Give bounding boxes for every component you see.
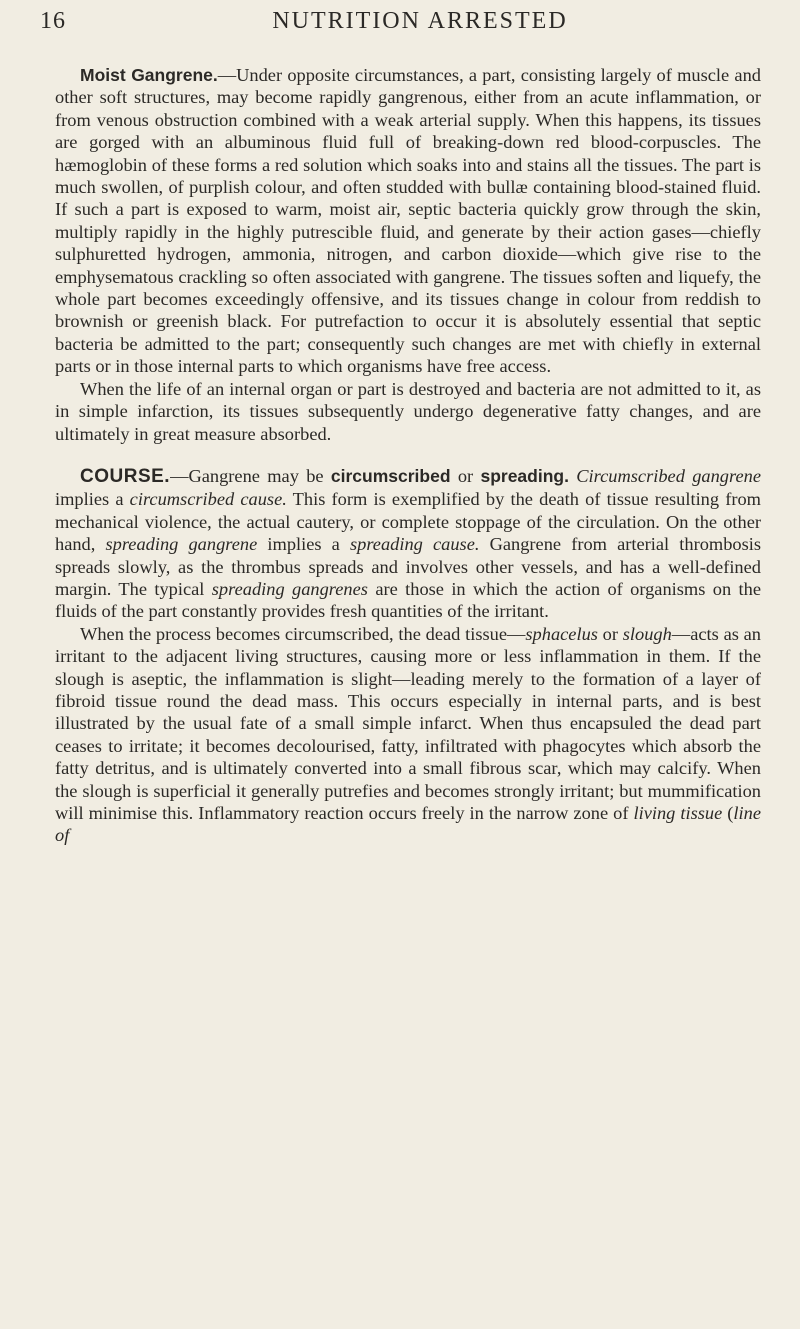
- italic-term: sphacelus: [525, 623, 598, 644]
- text-run: are those in which the action of organisms on the fluids of the part constantly provides fresh quantities of the irritant.: [55, 578, 761, 622]
- paragraph-course: [55, 465, 761, 623]
- text-run: —acts as an irritant to the adjacent living structures, causing more or less inflammation in them. If the slough is aseptic, the inflammation is slight—leading merely to the formation of a layer of fibroid tissue round the dead mass. This occurs especially in internal parts, and is best illustrated by the usual fate of a small simple infarct. When thus encapsuled the dead part ceases to irritate; it becomes decolourised, fatty, infiltrated with phagocytes which absorb the fatty detritus, and is ultimately converted into a small fibrous scar, which may calcify. When the slough is superficial it generally putrefies and becomes strongly irritant; but mummification will minimise this. Inflammatory reaction occurs freely in the narrow zone of: [55, 623, 761, 823]
- italic-term: slough: [622, 623, 672, 644]
- italic-term: circumscribed cause.: [129, 489, 287, 510]
- section-heading-moist-gangrene: Moist Gangrene.: [80, 65, 218, 85]
- page-header: [40, 4, 760, 44]
- italic-term: spreading gangrene: [105, 534, 258, 555]
- italic-term: Circumscribed gangrene: [576, 465, 761, 486]
- text-run: or: [450, 465, 481, 486]
- page-body: [55, 64, 761, 847]
- text-run: (: [722, 803, 734, 823]
- paragraph-slough: [55, 623, 761, 847]
- italic-term: line of: [55, 803, 761, 846]
- text-run: or: [597, 623, 623, 644]
- text-run: Gangrene from arterial thrombosis spreads slowly, as the thrombus spreads and involves other vessels, and has a well-defined margin. The typical: [55, 534, 762, 599]
- text-run: When the process becomes circumscribed, the dead tissue—: [80, 623, 526, 644]
- paragraph-text: —Under opposite circumstances, a part, consisting largely of muscle and other soft structures, may become rapidly gangrenous, either from an acute inflammation, or from venous obstruction combined with a weak arterial supply. When this happens, its tissues are gorged with an albuminous fluid full of breaking-down red blood-corpuscles. The hæmoglobin of these forms a red solution which soaks into and stains all the tissues. The part is much swollen, of purplish colour, and often studded with bullæ containing blood-stained fluid. If such a part is exposed to warm, moist air, septic bacteria quickly grow through the skin, multiply rapidly in the highly putrescible fluid, and generate by their action gases—chiefly sulphuretted hydrogen, ammonia, nitrogen, and carbon dioxide—which give rise to the emphysematous crackling so often associated with gangrene. The tissues soften and liquefy, the whole part becomes exceedingly offensive, and its tissues change in colour from reddish to brownish or greenish black. For putrefaction to occur it is absolutely essential that septic bacteria be admitted to the part; consequently such changes are met with chiefly in external parts or in those internal parts to which organisms have free access.: [55, 65, 761, 377]
- section-heading-course: COURSE.: [80, 465, 171, 487]
- paragraph-moist-gangrene: [55, 64, 761, 378]
- paragraph-internal-organ: When the life of an internal organ or part is destroyed and bacteria are not admitted to it, as in simple infarction, its tissues subsequently undergo degenerative fatty changes, and are ultimately in great measure absorbed.: [55, 378, 761, 444]
- text-run: implies a: [55, 489, 130, 510]
- italic-term: spreading gangrenes: [211, 578, 368, 599]
- running-title: NUTRITION ARRESTED: [272, 8, 568, 34]
- text-run: implies a: [257, 534, 350, 555]
- text-run: —Gangrene may be: [170, 465, 331, 486]
- keyword-spreading: spreading.: [480, 465, 569, 486]
- italic-term: living tissue: [633, 803, 723, 823]
- page-number: 16: [40, 8, 66, 34]
- italic-term: spreading cause.: [349, 534, 480, 555]
- keyword-circumscribed: circumscribed: [330, 465, 451, 486]
- text-run: This form is exemplified by the death of tissue resulting from mechanical violence, the actual cautery, or complete stoppage of the circulation. On the other hand,: [55, 489, 761, 555]
